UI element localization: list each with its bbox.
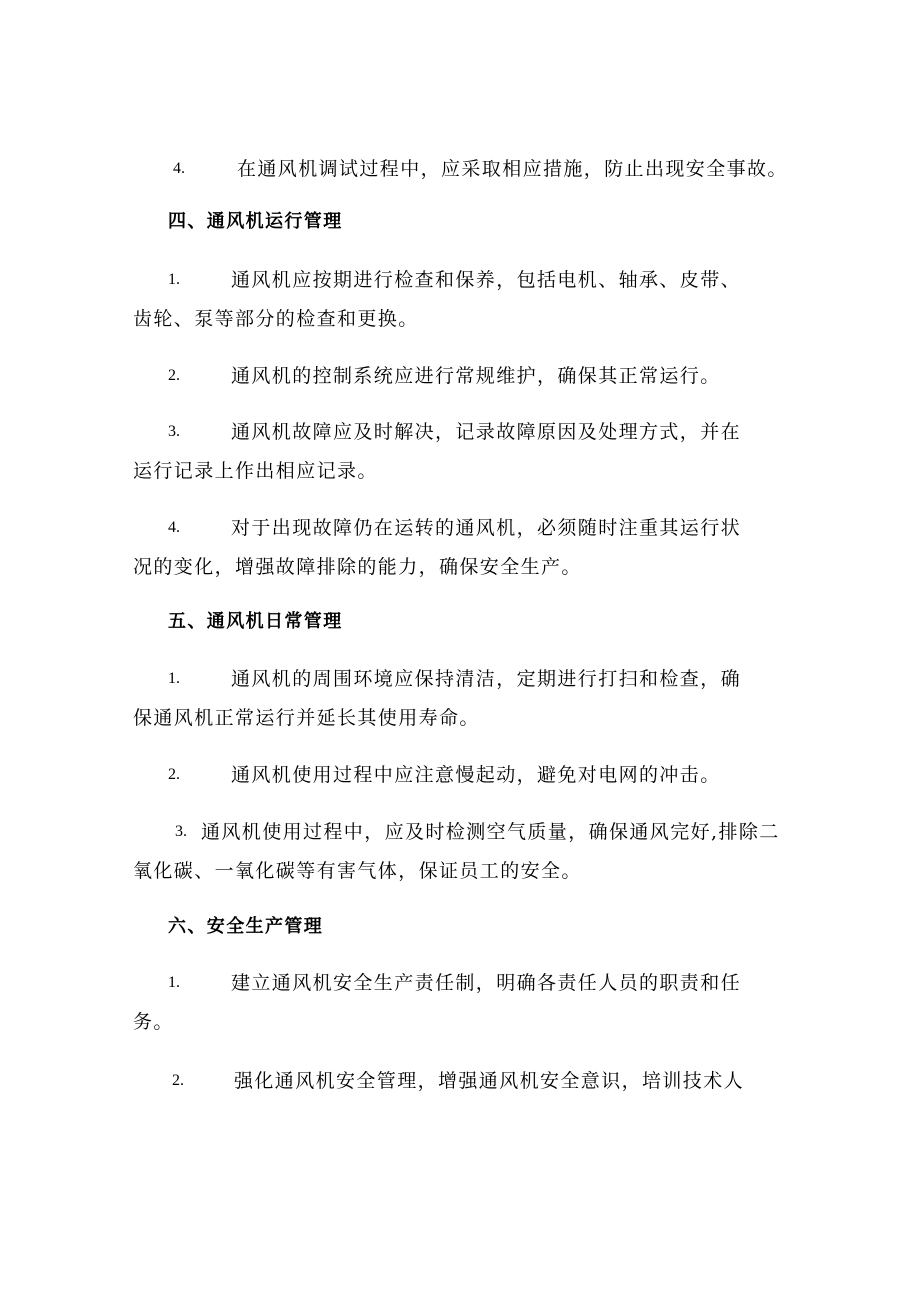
item-number: 3. — [168, 423, 180, 440]
paragraph-line: 在通风机调试过程中，应采取相应措施，防止出现安全事故。 — [237, 158, 788, 180]
item-number: 1. — [168, 974, 180, 991]
paragraph-line: 况的变化，增强故障排除的能力，确保安全生产。 — [133, 556, 582, 578]
paragraph-line: 务。 — [133, 1011, 174, 1033]
section-heading: 五、通风机日常管理 — [168, 611, 343, 632]
item-number: 4. — [168, 519, 180, 536]
item-number: 3. — [175, 823, 187, 840]
item-number: 1. — [168, 271, 180, 288]
section-heading: 六、安全生产管理 — [168, 916, 324, 937]
paragraph-line: 氧化碳、一氧化碳等有害气体，保证员工的安全。 — [133, 860, 582, 882]
paragraph-line: 运行记录上作出相应记录。 — [133, 460, 378, 482]
paragraph-line: 通风机使用过程中应注意慢起动，避免对电网的冲击。 — [231, 764, 721, 786]
item-number: 4. — [173, 160, 185, 177]
paragraph-line: 齿轮、泵等部分的检查和更换。 — [133, 308, 419, 330]
item-number: 2. — [172, 1072, 184, 1089]
paragraph-line: 通风机使用过程中，应及时检测空气质量，确保通风完好,排除二 — [201, 821, 780, 843]
item-number: 2. — [168, 367, 180, 384]
section-heading: 四、通风机运行管理 — [168, 211, 343, 232]
item-number: 2. — [168, 766, 180, 783]
paragraph-line: 通风机应按期进行检查和保养，包括电机、轴承、皮带、 — [231, 269, 742, 291]
paragraph-line: 通风机的控制系统应进行常规维护，确保其正常运行。 — [231, 365, 721, 387]
paragraph-line: 保通风机正常运行并延长其使用寿命。 — [133, 707, 480, 729]
paragraph-line: 强化通风机安全管理，增强通风机安全意识，培训技术人 — [234, 1070, 745, 1092]
paragraph-line: 建立通风机安全生产责任制，明确各责任人员的职责和任 — [231, 972, 742, 994]
paragraph-line: 通风机故障应及时解决，记录故障原因及处理方式，并在 — [231, 421, 742, 443]
item-number: 1. — [168, 670, 180, 687]
paragraph-line: 通风机的周围环境应保持清洁，定期进行打扫和检查，确 — [231, 668, 742, 690]
paragraph-line: 对于出现故障仍在运转的通风机，必须随时注重其运行状 — [231, 517, 742, 539]
